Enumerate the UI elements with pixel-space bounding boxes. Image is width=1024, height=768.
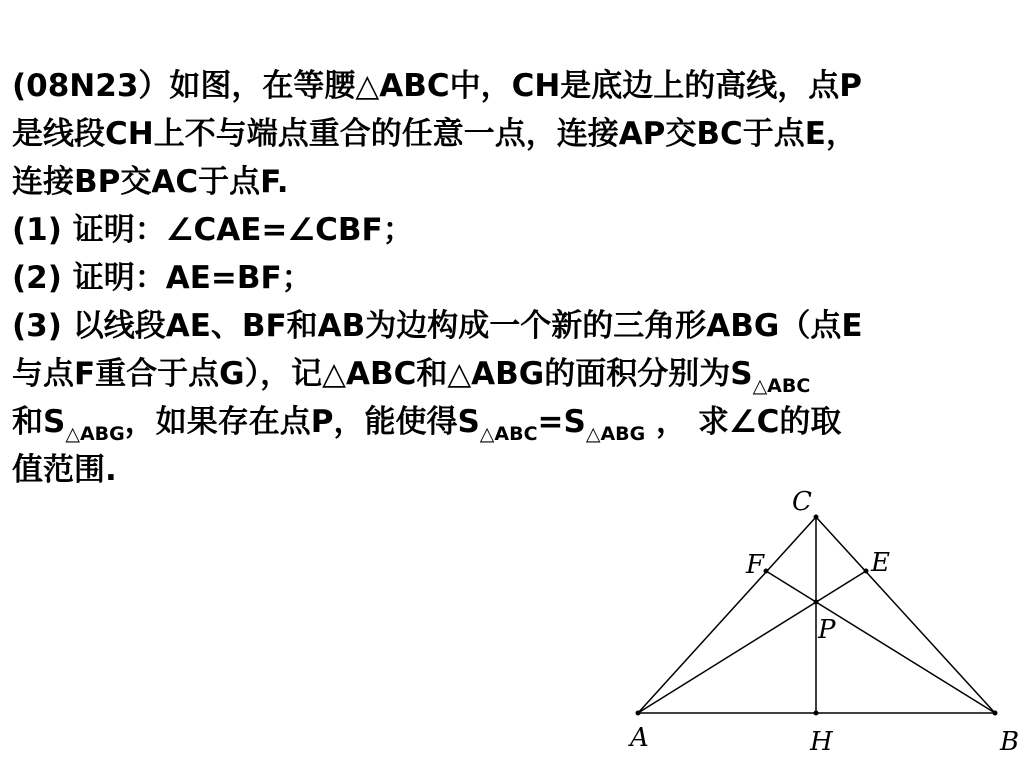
- part3-line3-text-b: ，如果存在点P，能使得S: [124, 404, 480, 440]
- question-part-2: (2) 证明：AE=BF；: [12, 260, 313, 296]
- label-h: H: [810, 727, 833, 757]
- question-part-1: (1) 证明：∠CAE=∠CBF；: [12, 212, 414, 248]
- question-part-3-line-4: 值范围.: [12, 452, 117, 488]
- segment-ac: [638, 517, 816, 713]
- problem-intro-line-1: (08N23）如图，在等腰△ABC中，CH是底边上的高线，点P: [12, 68, 863, 104]
- point-f: [764, 569, 769, 574]
- point-c: [814, 515, 819, 520]
- point-a: [636, 711, 641, 716]
- label-a: A: [630, 723, 649, 753]
- label-e: E: [871, 548, 890, 578]
- part3-line3-text-d: ， 求∠C的取: [645, 404, 842, 440]
- point-p: [814, 600, 819, 605]
- part3-line2-text: 与点F重合于点G），记△ABC和△ABG的面积分别为S: [12, 356, 753, 392]
- part3-line3-text-a: 和S: [12, 404, 66, 440]
- area-subscript-abg-2: △ABG: [585, 423, 646, 445]
- label-c: C: [792, 487, 812, 517]
- label-b: B: [1000, 727, 1020, 757]
- area-subscript-abg: △ABG: [65, 423, 125, 445]
- question-part-3-line-1: (3) 以线段AE、BF和AB为边构成一个新的三角形ABG（点E: [12, 308, 863, 344]
- problem-intro-line-3: 连接BP交AC于点F.: [12, 164, 289, 200]
- label-p: P: [818, 615, 836, 645]
- label-f: F: [746, 550, 765, 580]
- segment-bf: [766, 571, 995, 713]
- part3-line3-text-c: =S: [537, 404, 586, 440]
- area-subscript-abc-2: △ABC: [479, 423, 538, 445]
- point-h: [814, 711, 819, 716]
- point-e: [864, 569, 869, 574]
- segment-bc: [816, 517, 995, 713]
- area-subscript-abc: △ABC: [752, 375, 811, 397]
- point-b: [993, 711, 998, 716]
- problem-intro-line-2: 是线段CH上不与端点重合的任意一点，连接AP交BC于点E，: [12, 116, 857, 152]
